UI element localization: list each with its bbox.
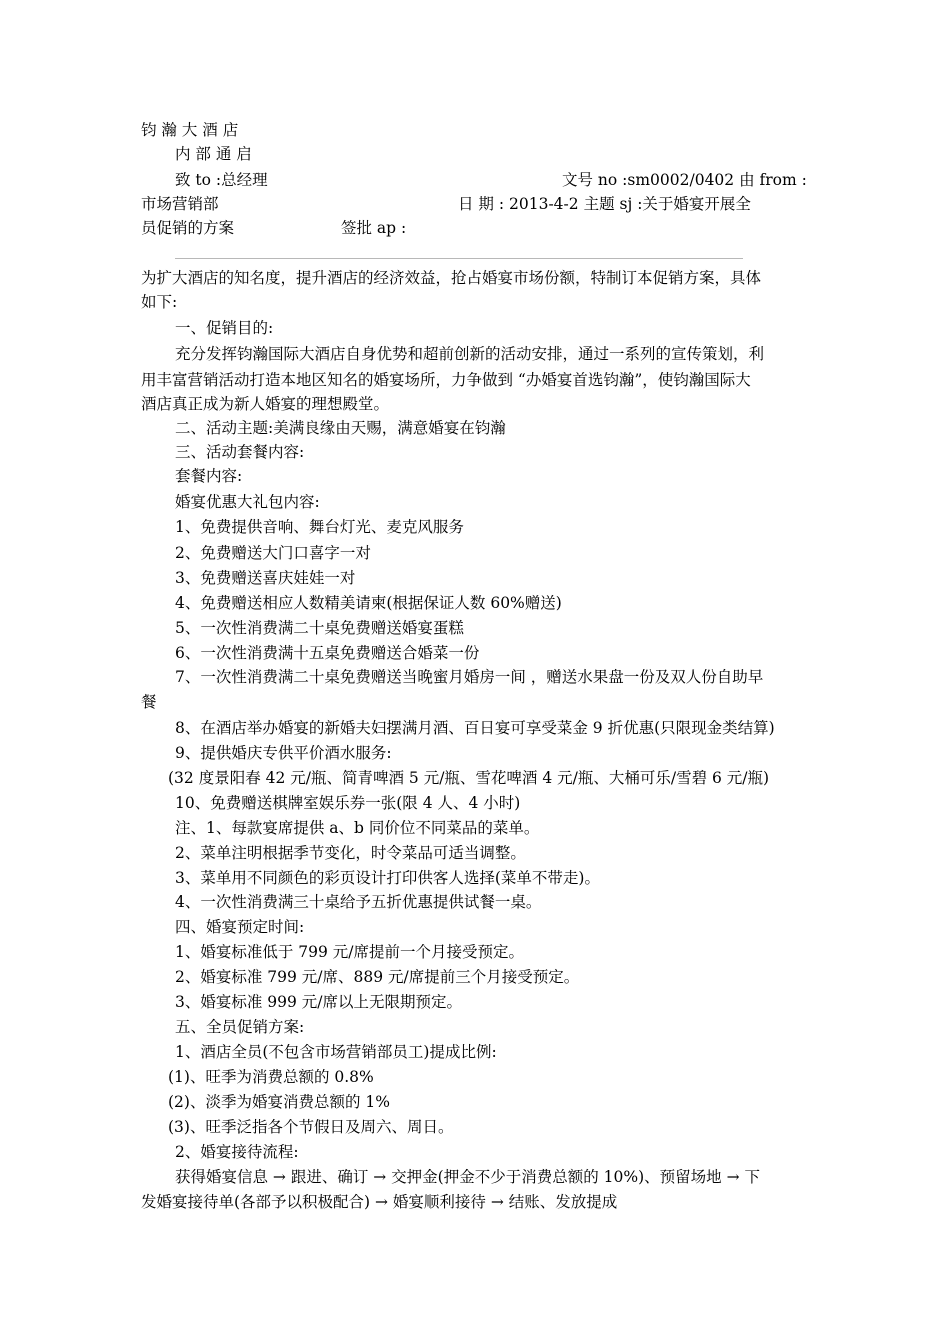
note-item: 4、一次性消费满三十桌给予五折优惠提供试餐一桌。: [175, 893, 542, 911]
section-1-para-line-1: 充分发挥钧瀚国际大酒店自身优势和超前创新的活动安排，通过一系列的宣传策划，利: [175, 345, 765, 363]
process-flow-line-2: 发婚宴接待单(各部予以积极配合) → 婚宴顺利接待 → 结账、发放提成: [141, 1193, 618, 1211]
note-item: 3、菜单用不同颜色的彩页设计打印供客人选择(菜单不带走)。: [175, 869, 600, 887]
sub-item: (3)、旺季泛指各个节假日及周六、周日。: [168, 1118, 454, 1136]
sub-item: (1)、旺季为消费总额的 0.8%: [168, 1068, 374, 1086]
section-2-title: 二、活动主题:美满良缘由天赐，满意婚宴在钧瀚: [175, 419, 506, 437]
list-item: 1、免费提供音响、舞台灯光、麦克风服务: [175, 518, 464, 536]
list-item: 7、一次性消费满二十桌免费赠送当晚蜜月婚房一间 ，赠送水果盘一份及双人份自助早: [175, 668, 764, 686]
list-item: 2、婚宴接待流程:: [175, 1143, 299, 1161]
section-4-title: 四、婚宴预定时间:: [175, 918, 305, 936]
intro-line-1: 为扩大酒店的知名度，提升酒店的经济效益，抢占婚宴市场份额，特制订本促销方案，具体: [141, 269, 762, 287]
note-item: 注、1、每款宴席提供 a、b 同价位不同菜品的菜单。: [175, 819, 540, 837]
sub-item: (2)、淡季为婚宴消费总额的 1%: [168, 1093, 390, 1111]
list-item: 6、一次性消费满十五桌免费赠送合婚菜一份: [175, 644, 480, 662]
list-item: 4、免费赠送相应人数精美请柬(根据保证人数 60%赠送): [175, 594, 562, 612]
notice-type: 内 部 通 启: [175, 145, 252, 163]
list-item: 3、免费赠送喜庆娃娃一对: [175, 569, 356, 587]
to-field: 致 to :总经理: [175, 171, 268, 189]
list-item-continued: 餐: [141, 693, 157, 711]
from-dept: 市场营销部: [141, 195, 219, 213]
header-divider: [175, 258, 743, 259]
list-item: 9、提供婚庆专供平价酒水服务:: [175, 744, 392, 762]
list-item: 5、一次性消费满二十桌免费赠送婚宴蛋糕: [175, 619, 464, 637]
note-item: 2、菜单注明根据季节变化，时令菜品可适当调整。: [175, 844, 526, 862]
intro-line-2: 如下:: [141, 293, 178, 311]
process-flow-line-1: 获得婚宴信息 → 跟进、确订 → 交押金(押金不少于消费总额的 10%)、预留场地 → 下: [175, 1168, 760, 1186]
list-item: 1、酒店全员(不包含市场营销部员工)提成比例:: [175, 1043, 497, 1061]
list-item: 8、在酒店举办婚宴的新婚夫妇摆满月酒、百日宴可享受菜金 9 折优惠(只限现金类结算): [175, 719, 775, 737]
section-3-title: 三、活动套餐内容:: [175, 443, 305, 461]
list-item: 2、婚宴标准 799 元/席、889 元/席提前三个月接受预定。: [175, 968, 580, 986]
drinks-price-detail: (32 度景阳春 42 元/瓶、简青啤酒 5 元/瓶、雪花啤酒 4 元/瓶、大桶可乐/雪碧 6 元/瓶): [168, 769, 770, 787]
section-1-title: 一、促销目的:: [175, 319, 274, 337]
section-5-title: 五、全员促销方案:: [175, 1018, 305, 1036]
list-item: 2、免费赠送大门口喜字一对: [175, 544, 371, 562]
date-subject-field: 日 期 : 2013-4-2 主题 sj :关于婚宴开展全: [458, 195, 751, 213]
doc-number-field: 文号 no :sm0002/0402 由 from :: [562, 171, 807, 189]
section-1-para-line-3: 酒店真正成为新人婚宴的理想殿堂。: [141, 395, 390, 413]
section-1-para-line-2: 用丰富营销活动打造本地区知名的婚宴场所，力争做到 “办婚宴首选钧瀚”，使钧瀚国际大: [141, 371, 751, 389]
package-heading: 套餐内容:: [175, 467, 243, 485]
list-item: 1、婚宴标准低于 799 元/席提前一个月接受预定。: [175, 943, 525, 961]
hotel-name: 钧 瀚 大 酒 店: [141, 121, 239, 139]
approval-field: 签批 ap :: [341, 219, 407, 237]
subject-continued: 员促销的方案: [141, 219, 235, 237]
list-item: 10、免费赠送棋牌室娱乐券一张(限 4 人、4 小时): [175, 794, 521, 812]
list-item: 3、婚宴标准 999 元/席以上无限期预定。: [175, 993, 463, 1011]
gift-package-heading: 婚宴优惠大礼包内容:: [175, 493, 320, 511]
